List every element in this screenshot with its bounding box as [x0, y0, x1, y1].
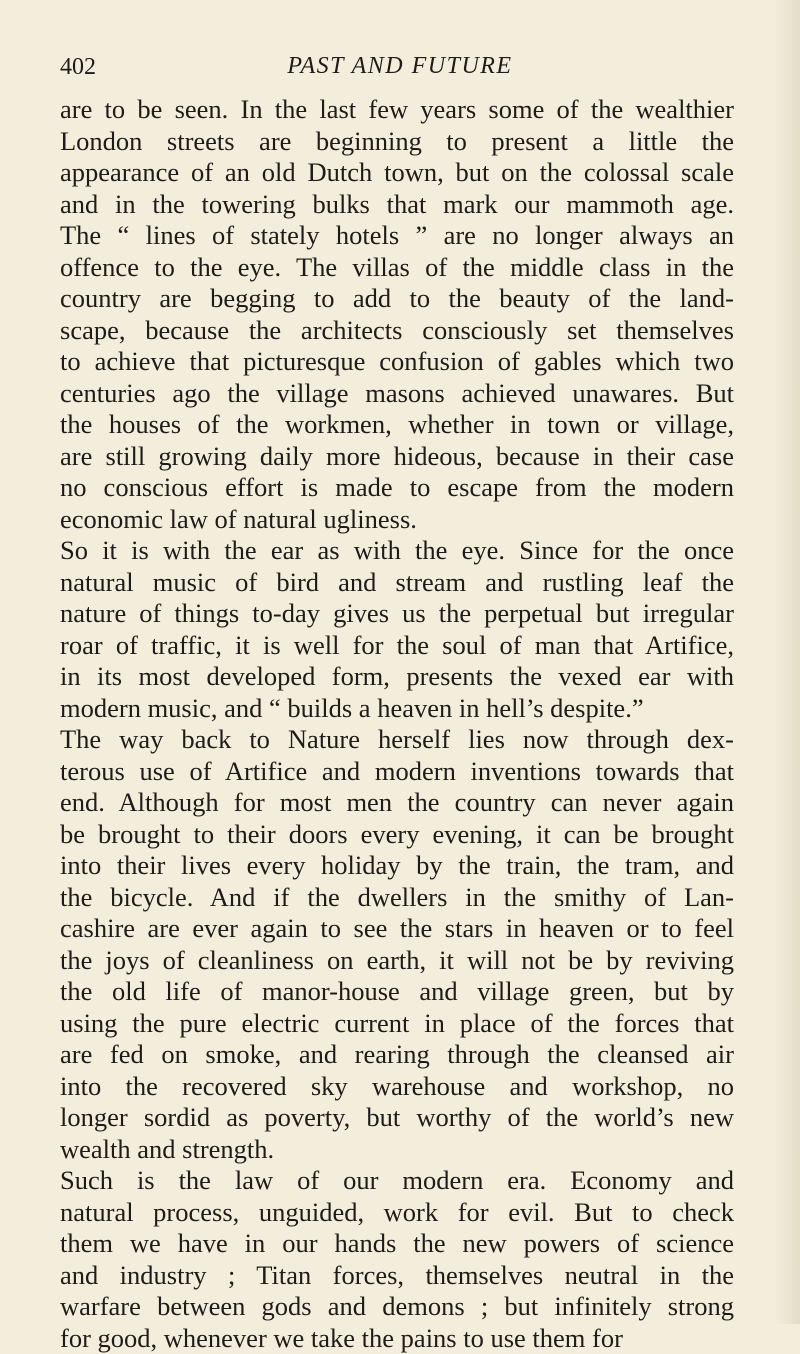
page-edge-shadow: [774, 0, 800, 1324]
text-line: So it is with the ear as with the eye. Since for the once: [60, 535, 734, 567]
text-line: them we have in our hands the new powers of science: [60, 1228, 734, 1260]
text-line: terous use of Artifice and modern inventions towards that: [60, 756, 734, 788]
text-line: for good, whenever we take the pains to use them for: [60, 1323, 734, 1354]
text-line: roar of traffic, it is well for the soul of man that Artifice,: [60, 630, 734, 662]
text-line: nature of things to-day gives us the perpetual but irregular: [60, 598, 734, 630]
text-line: appearance of an old Dutch town, but on the colossal scale: [60, 157, 734, 189]
text-line: modern music, and “ builds a heaven in hell’s despite.”: [60, 693, 734, 725]
text-line: and in the towering bulks that mark our mammoth age.: [60, 189, 734, 221]
text-line: cashire are ever again to see the stars in heaven or to feel: [60, 913, 734, 945]
text-line: the bicycle. And if the dwellers in the smithy of Lan-: [60, 882, 734, 914]
text-line: offence to the eye. The villas of the middle class in the: [60, 252, 734, 284]
text-line: be brought to their doors every evening, it can be brought: [60, 819, 734, 851]
text-line: the joys of cleanliness on earth, it will not be by reviving: [60, 945, 734, 977]
text-line: are still growing daily more hideous, because in their case: [60, 441, 734, 473]
text-line: Such is the law of our modern era. Economy and: [60, 1165, 734, 1197]
body-text: [60, 94, 734, 1354]
text-line: longer sordid as poverty, but worthy of the world’s new: [60, 1102, 734, 1134]
page-header: [60, 50, 740, 90]
text-line: scape, because the architects consciously set themselves: [60, 315, 734, 347]
text-line: no conscious effort is made to escape from the modern: [60, 472, 734, 504]
text-line: are to be seen. In the last few years some of the wealthier: [60, 94, 734, 126]
text-line: the houses of the workmen, whether in town or village,: [60, 409, 734, 441]
text-line: into the recovered sky warehouse and workshop, no: [60, 1071, 734, 1103]
page-number: 402: [60, 54, 96, 81]
text-line: in its most developed form, presents the vexed ear with: [60, 661, 734, 693]
text-line: wealth and strength.: [60, 1134, 734, 1166]
text-line: country are begging to add to the beauty of the land-: [60, 283, 734, 315]
text-line: economic law of natural ugliness.: [60, 504, 734, 536]
running-head: PAST AND FUTURE: [60, 53, 740, 80]
text-line: end. Although for most men the country can never again: [60, 787, 734, 819]
text-line: London streets are beginning to present a little the: [60, 126, 734, 158]
text-line: natural music of bird and stream and rustling leaf the: [60, 567, 734, 599]
text-line: centuries ago the village masons achieved unawares. But: [60, 378, 734, 410]
text-line: using the pure electric current in place of the forces that: [60, 1008, 734, 1040]
text-line: warfare between gods and demons ; but infinitely strong: [60, 1291, 734, 1323]
text-line: the old life of manor-house and village green, but by: [60, 976, 734, 1008]
text-line: into their lives every holiday by the train, the tram, and: [60, 850, 734, 882]
text-line: The “ lines of stately hotels ” are no longer always an: [60, 220, 734, 252]
text-line: and industry ; Titan forces, themselves neutral in the: [60, 1260, 734, 1292]
text-line: The way back to Nature herself lies now through dex-: [60, 724, 734, 756]
text-line: to achieve that picturesque confusion of gables which two: [60, 346, 734, 378]
text-line: are fed on smoke, and rearing through the cleansed air: [60, 1039, 734, 1071]
text-line: natural process, unguided, work for evil. But to check: [60, 1197, 734, 1229]
